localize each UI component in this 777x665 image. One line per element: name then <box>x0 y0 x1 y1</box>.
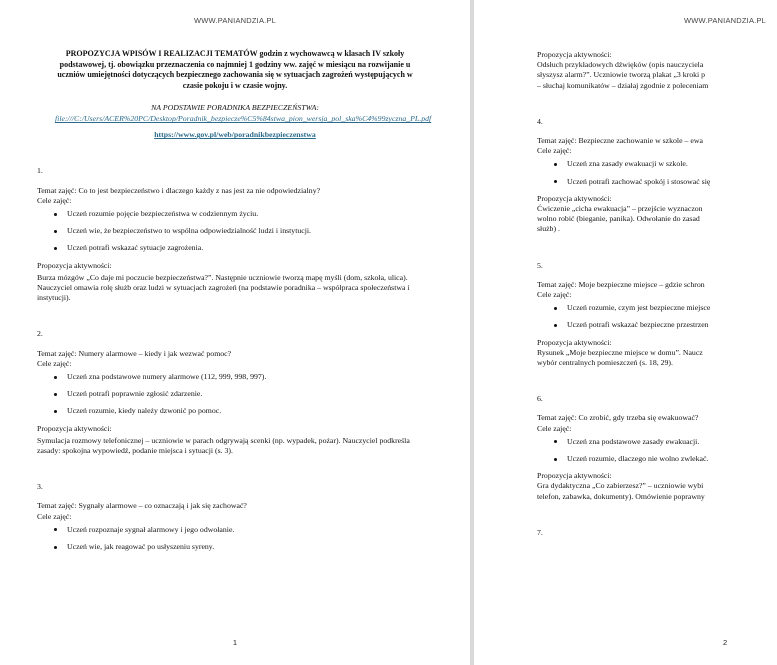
document-title: PROPOZYCJA WPISÓW I REALIZACJI TEMATÓW godzin z wychowawcą w klasach IV szkoły podstawowej, tj. obowiązku przeznaczenia co najmniej 1 godziny ww. zajęć w miesiącu na rozwijanie u uczniów umiejętności dotyczących bezpiecznego zachowania się w sytuacjach zagrożeń występujących w czasie pokoju i w czasie wojny. <box>57 49 413 90</box>
activity-line: Gra dydaktyczna „Co zabierzesz?” – uczniowie wybi <box>537 481 704 491</box>
document-page-2 <box>474 0 767 665</box>
list-item: Uczeń wie, że bezpieczeństwo to wspólna odpowiedzialność ludzi i instytucji. <box>67 226 433 236</box>
activity-line: słyszysz alarm?”. Uczniowie tworzą plakat „3 kroki p <box>537 70 706 80</box>
goals-list <box>37 209 433 254</box>
goals-list <box>537 159 777 186</box>
section-6 <box>537 394 777 502</box>
list-item: Uczeń zna zasady ewakuacji w szkole. <box>567 159 777 169</box>
section-topic: Temat zajęć: Co zrobić, gdy trzeba się ewakuować? <box>537 413 699 423</box>
section-number: 2. <box>37 329 43 339</box>
activity-label: Propozycja aktywności: <box>37 423 112 433</box>
section-number: 3. <box>37 482 43 492</box>
activity-text: Burza mózgów „Co daje mi poczucie bezpieczeństwa?”. Następnie uczniowie tworzą mapę myśli (dom, szkoła, ulica). Nauczyciel omawia rolę służb oraz ludzi w sytuacjach zagrożeń (na podstawie poradnika – współpraca społeczeństwa i instytucji). <box>37 272 410 303</box>
file-link[interactable]: file:///C:/Users/ACER%20PC/Desktop/Poradnik_bezpiecze%C5%84stwa_pion_wersja_pol_ska%C4%99zyczna_PL.pdf <box>55 114 432 124</box>
section-1 <box>37 166 433 303</box>
section-3 <box>37 482 433 552</box>
list-item: Uczeń rozumie, kiedy należy dzwonić po pomoc. <box>67 406 433 416</box>
page-header: WWW.PANIANDZIA.PL <box>193 16 276 25</box>
goals-label: Cele zajęć: <box>37 195 72 205</box>
activity-line: wybór centralnych pomieszczeń (s. 18, 29). <box>537 358 673 368</box>
list-item: Uczeń potrafi zachować spokój i stosować się <box>567 177 777 187</box>
list-item: Uczeń zna podstawowe zasady ewakuacji. <box>567 437 777 447</box>
activity-line: Odsłuch przykładowych dźwięków (opis nauczyciela <box>537 60 704 70</box>
activity-label: Propozycja aktywności: <box>537 50 612 59</box>
gov-link[interactable]: https://www.gov.pl/web/poradnikbezpieczenstwa <box>154 130 316 140</box>
page-number: 1 <box>232 638 238 647</box>
goals-label: Cele zajęć: <box>537 423 572 433</box>
list-item: Uczeń potrafi wskazać bezpieczne przestrzen <box>567 320 777 330</box>
section-topic: Temat zajęć: Numery alarmowe – kiedy i jak wezwać pomoc? <box>37 348 232 358</box>
activity-line: Ćwiczenie „cicha ewakuacja” – przejście wyznaczon <box>537 204 703 214</box>
goals-list <box>537 437 777 464</box>
page-header: WWW.PANIANDZIA.PL <box>684 16 767 25</box>
section-topic: Temat zajęć: Co to jest bezpieczeństwo i dlaczego każdy z nas jest za nie odpowiedzialny? <box>37 185 321 195</box>
section-number: 4. <box>537 116 543 126</box>
page-content <box>474 50 777 538</box>
section-number: 7. <box>537 527 543 537</box>
list-item: Uczeń potrafi wskazać sytuacje zagrożenia. <box>67 243 433 253</box>
activity-label: Propozycja aktywności: <box>537 193 612 203</box>
section-topic: Temat zajęć: Bezpieczne zachowanie w szkole – ewa <box>537 136 703 146</box>
list-item: Uczeń rozumie, dlaczego nie wolno zwlekać. <box>567 454 777 464</box>
goals-list <box>37 525 433 552</box>
list-item: Uczeń rozumie, czym jest bezpieczne miejsce <box>567 303 777 313</box>
goals-label: Cele zajęć: <box>37 511 72 521</box>
activity-line: Rysunek „Moje bezpieczne miejsce w domu”. Naucz <box>537 347 703 357</box>
section-7 <box>537 528 777 538</box>
section-number: 1. <box>37 166 43 176</box>
activity-label: Propozycja aktywności: <box>537 471 612 481</box>
activity-line: wolno robić (bieganie, panika). Odwołanie do zasad <box>537 214 700 224</box>
source-subtitle: NA PODSTAWIE PORADNIKA BEZPIECZEŃSTWA: <box>151 103 319 112</box>
activity-label: Propozycja aktywności: <box>37 260 112 270</box>
list-item: Uczeń potrafi poprawnie zgłosić zdarzenie. <box>67 389 433 399</box>
section-2 <box>37 329 433 456</box>
goals-list <box>37 372 433 417</box>
activity-line: telefon, zabawka, dokumenty). Omówienie poprawny <box>537 491 705 501</box>
page-number: 2 <box>723 638 728 647</box>
goals-label: Cele zajęć: <box>537 146 572 156</box>
list-item: Uczeń rozumie pojęcie bezpieczeństwa w codziennym życiu. <box>67 209 433 219</box>
list-item: Uczeń rozpoznaje sygnał alarmowy i jego odwołanie. <box>67 525 433 535</box>
section-5 <box>537 261 777 369</box>
activity-line: – słuchaj komunikatów – działaj zgodnie z poleceniam <box>537 80 709 90</box>
list-item: Uczeń zna podstawowe numery alarmowe (112, 999, 998, 997). <box>67 372 433 382</box>
activity-label: Propozycja aktywności: <box>537 337 612 347</box>
activity-text: Symulacja rozmowy telefonicznej – uczniowie w parach odgrywają scenki (np. wypadek, pożar). Nauczyciel podkreśla zasady: spokojna wypowiedź, podanie miejsca i sytuacji (s. 3). <box>37 435 410 456</box>
section-4 <box>537 117 777 235</box>
section-topic: Temat zajęć: Sygnały alarmowe – co oznaczają i jak się zachować? <box>37 501 247 511</box>
page-content <box>0 49 470 552</box>
goals-label: Cele zajęć: <box>37 358 72 368</box>
list-item: Uczeń wie, jak reagować po usłyszeniu syreny. <box>67 542 433 552</box>
intro-block <box>537 50 777 91</box>
section-number: 5. <box>537 260 543 270</box>
goals-label: Cele zajęć: <box>537 290 572 300</box>
section-topic: Temat zajęć: Moje bezpieczne miejsce – gdzie schron <box>537 279 705 289</box>
goals-list <box>537 303 777 330</box>
section-number: 6. <box>537 394 543 404</box>
activity-line: służb) . <box>537 224 560 234</box>
